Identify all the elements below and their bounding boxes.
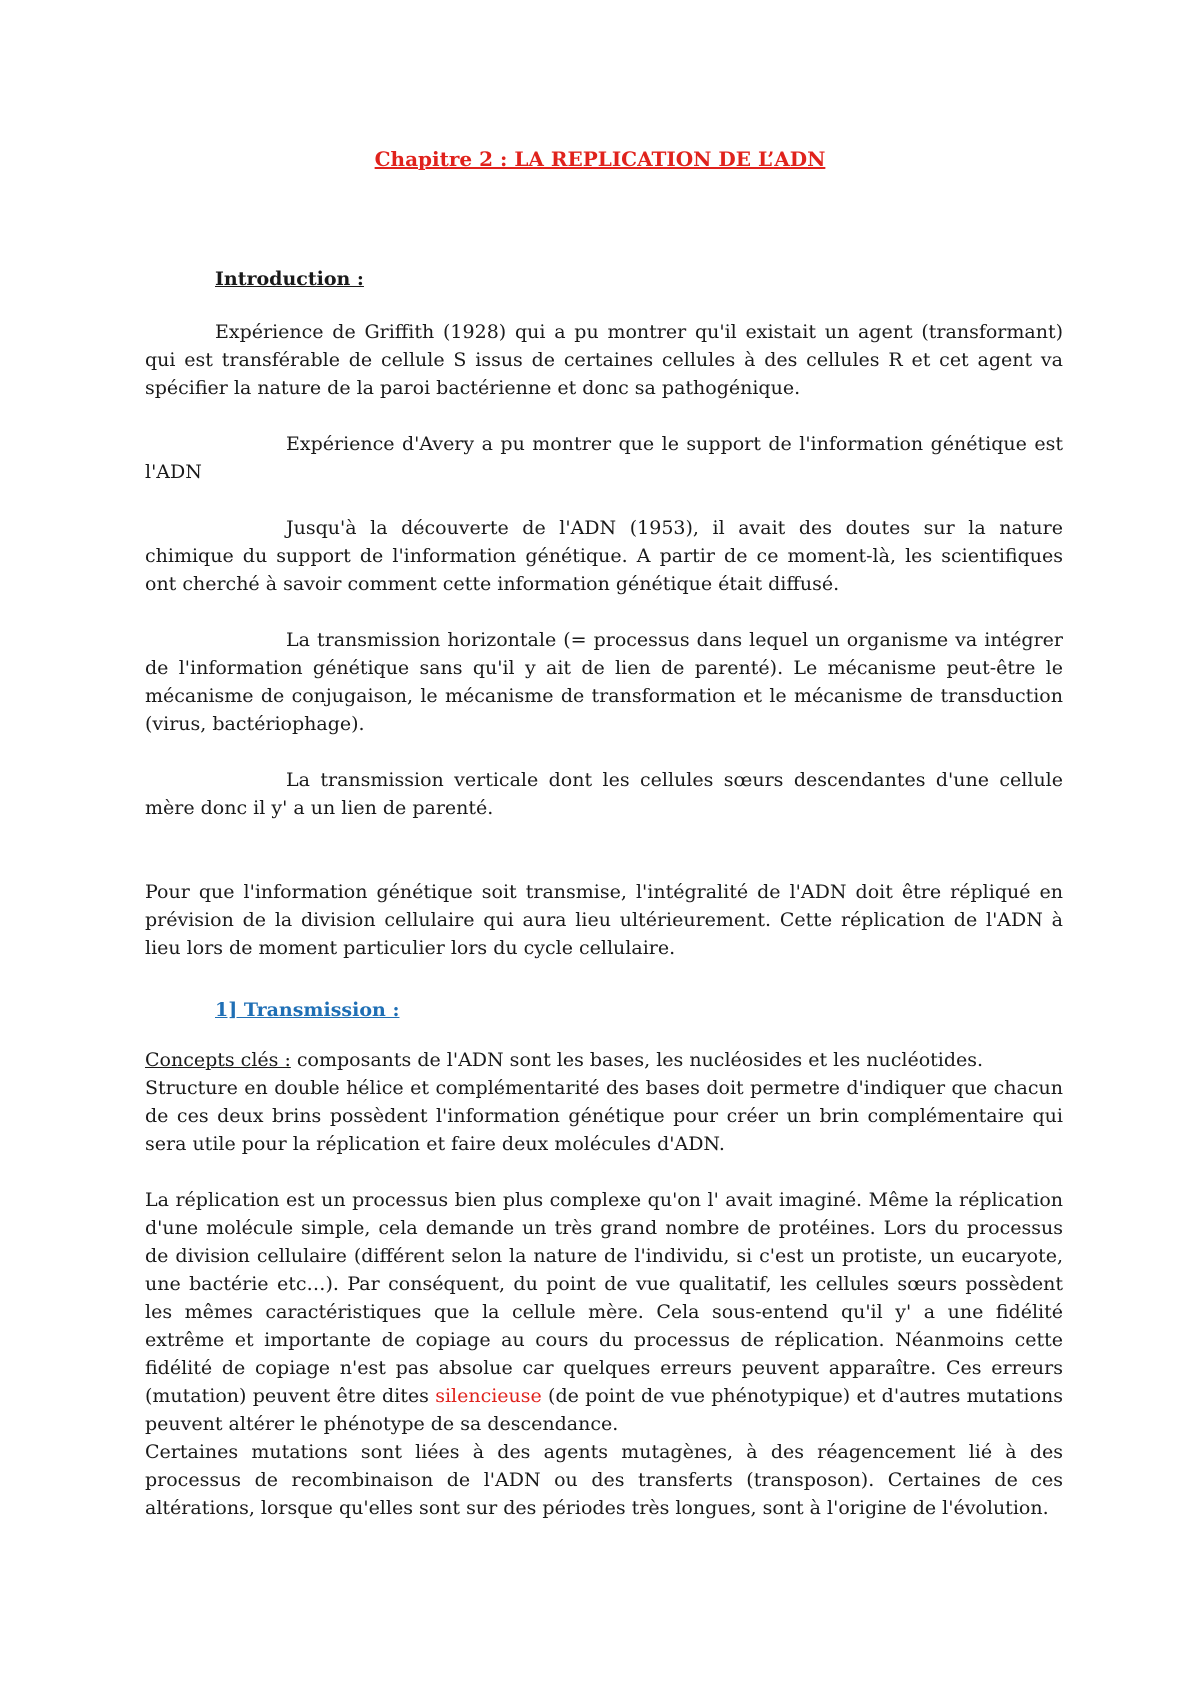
replication-text-a: La réplication est un processus bien plus complexe qu'on l' avait imaginé. Même la réplication d'une molécule simple, cela demande un très grand nombre de protéines. Lors du processus de division cellulaire (différent selon la nature de l'individu, si c'est un protiste, un eucaryote, une bactérie etc…). Par conséquent, du point de vue qualitatif, les cellules sœurs possèdent les mêmes caractéristiques que la cellule mère. Cela sous-entend qu'il y' a une fidélité extrême et importante de copiage au cours du processus de réplication. Néanmoins cette fidélité de copiage n'est pas absolue car quelques erreurs peuvent apparaître. Ces erreurs (mutation) peuvent être dites <box>145 1189 1063 1407</box>
paragraph-vertical-transmission: La transmission verticale dont les cellules sœurs descendantes d'une cellule mère donc il y' a un lien de parenté. <box>145 769 1063 819</box>
replication-text-b: (de point de vue phénotypique) et d'autres mutations peuvent altérer le phénotype de sa descendance. <box>145 1385 1063 1435</box>
introduction-heading: Introduction : <box>215 268 364 290</box>
paragraph-avery: Expérience d'Avery a pu montrer que le support de l'information génétique est l'ADN <box>145 433 1063 483</box>
paragraph-replication-process <box>145 1186 1063 1438</box>
paragraph-double-helix: Structure en double hélice et complémentarité des bases doit permetre d'indiquer que chacun de ces deux brins possèdent l'information génétique pour créer un brin complémentaire qui sera utile pour la réplication et faire deux molécules d'ADN. <box>145 1077 1063 1155</box>
paragraph-griffith: Expérience de Griffith (1928) qui a pu montrer qu'il existait un agent (transformant) qui est transférable de cellule S issus de certaines cellules à des cellules R et cet agent va spécifier la nature de la paroi bactérienne et donc sa pathogénique. <box>145 321 1063 399</box>
highlight-silencieuse: silencieuse <box>435 1385 542 1407</box>
concepts-label: Concepts clés : <box>145 1049 291 1071</box>
paragraph-concepts <box>145 1046 1063 1074</box>
paragraph-replication-intro: Pour que l'information génétique soit transmise, l'intégralité de l'ADN doit être répliqué en prévision de la division cellulaire qui aura lieu ultérieurement. Cette réplication de l'ADN à lieu lors de moment particulier lors du cycle cellulaire. <box>145 881 1063 959</box>
paragraph-discovery: Jusqu'à la découverte de l'ADN (1953), il avait des doutes sur la nature chimique du support de l'information génétique. A partir de ce moment-là, les scientifiques ont cherché à savoir comment cette information génétique était diffusé. <box>145 517 1063 595</box>
paragraph-horizontal-transmission: La transmission horizontale (= processus dans lequel un organisme va intégrer de l'information génétique sans qu'il y ait de lien de parenté). Le mécanisme peut-être le mécanisme de conjugaison, le mécanisme de transformation et le mécanisme de transduction (virus, bactériophage). <box>145 629 1063 735</box>
paragraph-mutations: Certaines mutations sont liées à des agents mutagènes, à des réagencement lié à des processus de recombinaison de l'ADN ou des transferts (transposon). Certaines de ces altérations, lorsque qu'elles sont sur des périodes très longues, sont à l'origine de l'évolution. <box>145 1441 1063 1519</box>
chapter-title: Chapitre 2 : LA REPLICATION DE L’ADN <box>374 147 826 171</box>
section-transmission-heading: 1] Transmission : <box>215 999 400 1021</box>
concepts-text: composants de l'ADN sont les bases, les nucléosides et les nucléotides. <box>290 1049 984 1071</box>
